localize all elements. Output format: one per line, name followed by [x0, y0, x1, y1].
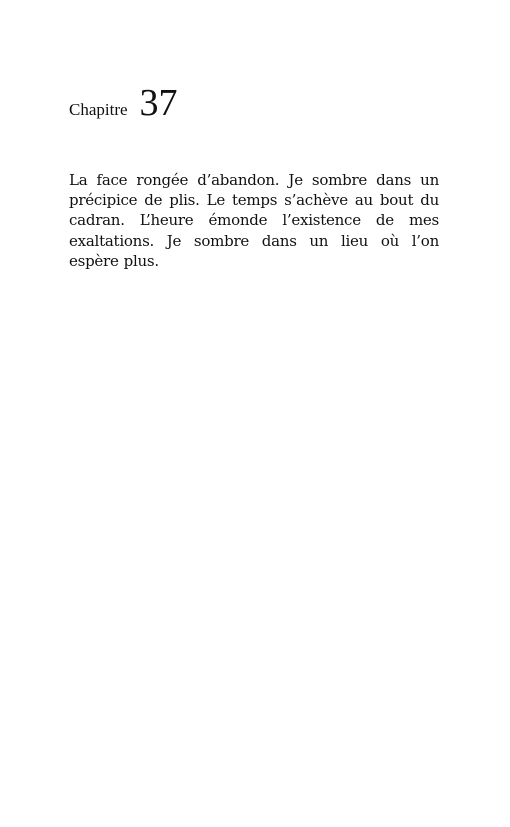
chapter-label: Chapitre	[69, 100, 128, 119]
chapter-heading	[69, 84, 178, 122]
chapter-paragraph: La face rongée d’abandon. Je sombre dans un précipice de plis. Le temps s’achève au bout du cadran. L’heure émonde l’existence de mes exaltations. Je sombre dans un lieu où l’on espère plus.	[69, 171, 439, 270]
chapter-number: 37	[139, 82, 178, 124]
